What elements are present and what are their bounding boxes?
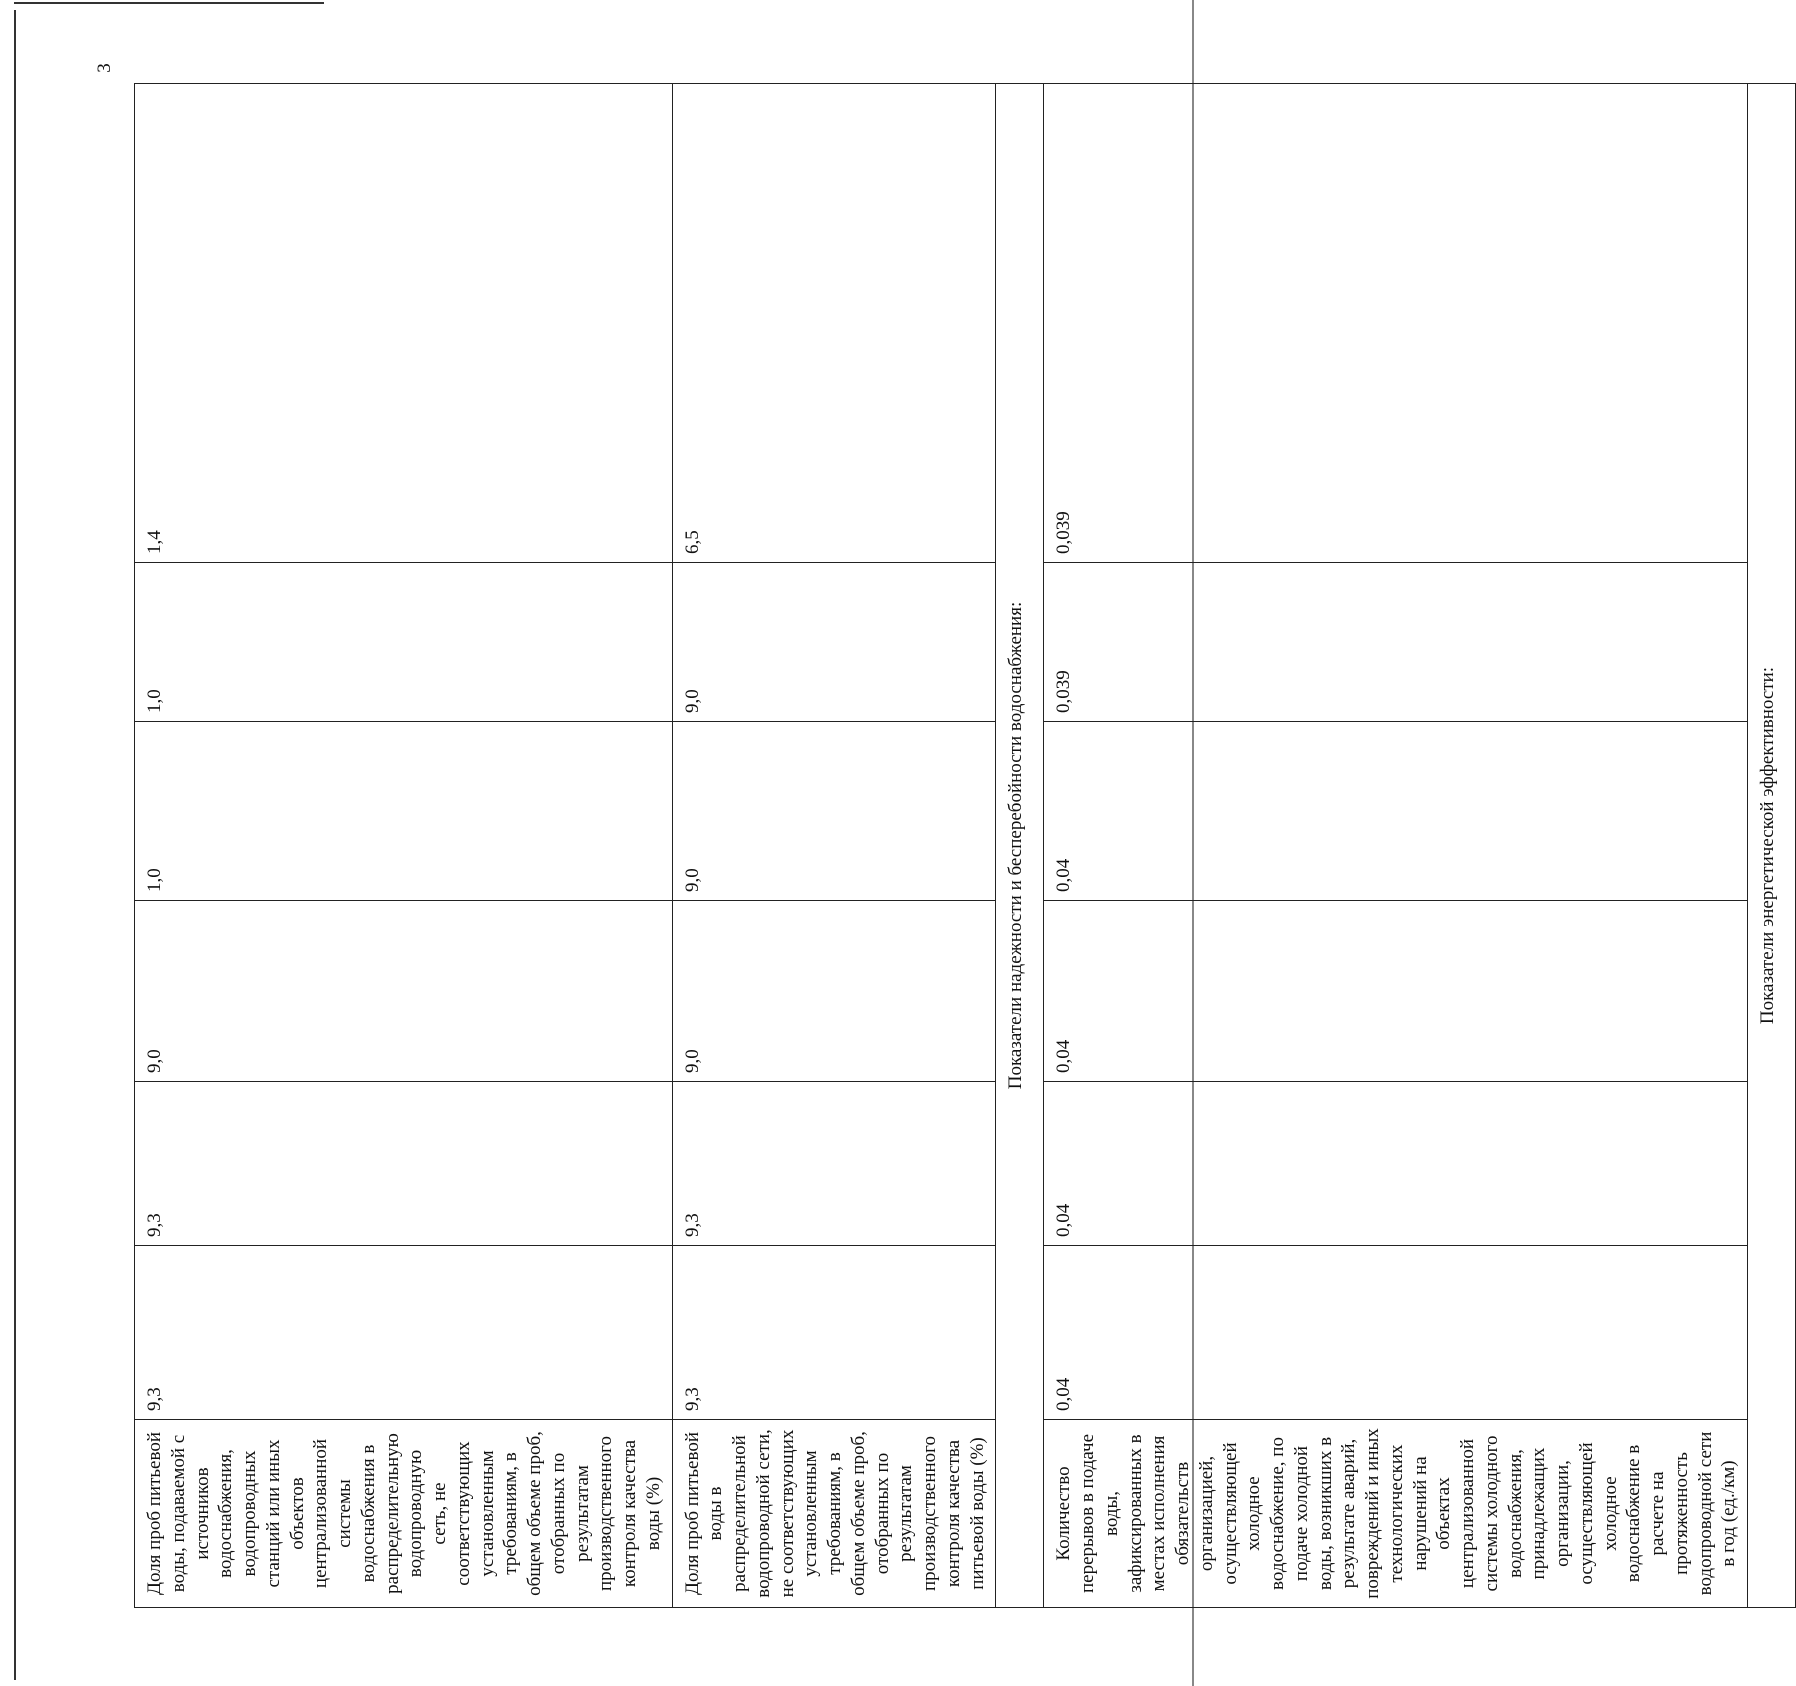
row-description: Количество перерывов в подаче воды, зафиксированных в местах исполнения обязательств организацией, осуществляющей холодное водоснабжение, по подаче холодной воды, возникших в результате аварий, повреждений и иных технологических нарушений на объектах централизованной системы холодного водоснабжения, принадлежащих организации, осуществляющей холодное водоснабжение в расчете на протяженность водопроводной сети в год (ед./км) [1044,1420,1748,1608]
value-cell: 9,3 [672,1082,996,1246]
value-cell: 0,039 [1044,563,1748,722]
value-cell: 9,3 [672,1246,996,1420]
table-row [135,84,673,1608]
value-cell: 0,04 [1044,1082,1748,1246]
row-description: Доля проб питьевой воды, подаваемой с источников водоснабжения, водопроводных станций или иных объектов централизованной системы водоснабжения в распределительную водопроводную сеть, не соответствующих установленным требованиям, в общем объеме проб, отобранных по результатам производственного контроля качества воды (%) [135,1420,673,1608]
section-heading-reliability: Показатели надежности и бесперебойности водоснабжения: [996,84,1044,1608]
value-cell: 1,0 [135,722,673,901]
rotated-page-content [94,63,1778,1608]
row-description: Доля проб питьевой воды в распределительной водопроводной сети, не соответствующих установленным требованиям, в общем объеме проб, отобранных по результатам производственного контроля качества питьевой воды (%) [672,1420,996,1608]
scan-edge-left [14,10,16,1680]
value-cell: 0,04 [1044,722,1748,901]
value-cell: 9,0 [672,901,996,1082]
section-row [996,84,1044,1608]
table-row [672,84,996,1608]
value-cell: 9,0 [135,901,673,1082]
value-cell: 9,3 [135,1246,673,1420]
value-cell: 0,04 [1044,1246,1748,1420]
scan-edge-top [14,2,324,4]
page-number: 3 [94,63,115,73]
value-cell: 0,039 [1044,84,1748,563]
value-cell: 0,04 [1044,901,1748,1082]
section-heading-energy: Показатели энергетической эффективности: [1748,84,1796,1608]
value-cell: 6,5 [672,84,996,563]
value-cell: 9,3 [135,1082,673,1246]
indicators-table [134,83,1796,1608]
value-cell: 1,4 [135,84,673,563]
table-row [1044,84,1748,1608]
value-cell: 9,0 [672,722,996,901]
section-row [1748,84,1796,1608]
value-cell: 9,0 [672,563,996,722]
value-cell: 1,0 [135,563,673,722]
